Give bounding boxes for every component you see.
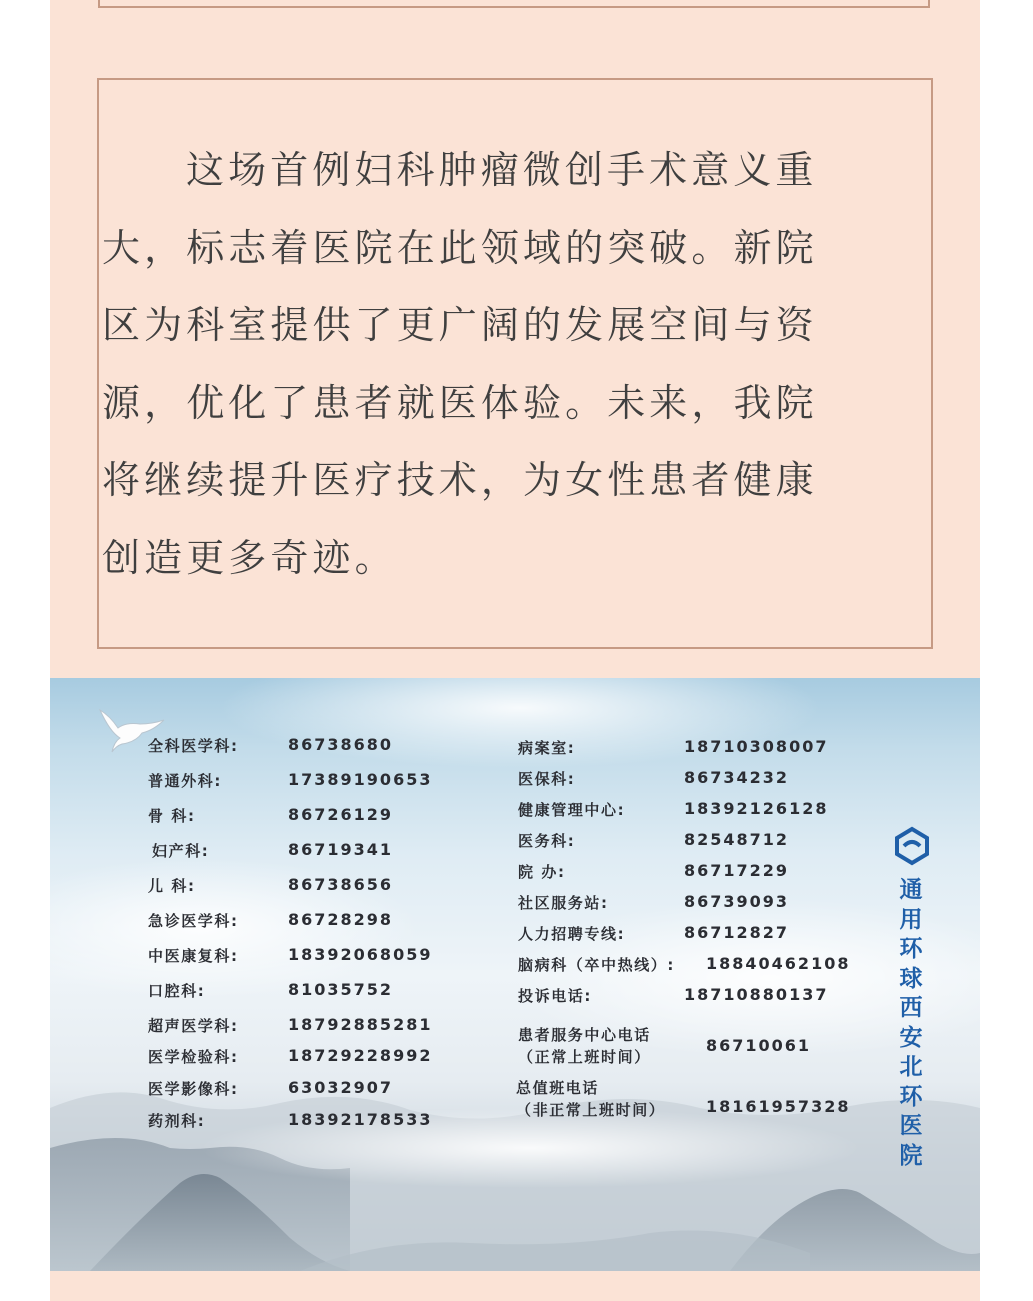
duty-phone-label	[516, 1077, 665, 1121]
hospital-logo-icon	[892, 826, 932, 866]
phone-number: 86738680	[288, 735, 394, 754]
department-name: 投诉电话:	[518, 987, 592, 1005]
department-name: 医学检验科:	[148, 1048, 239, 1066]
hospital-name-vertical: 通用环球西安北环医院	[899, 877, 923, 1169]
phone-number: 17389190653	[288, 770, 433, 789]
phone-number: 18392068059	[288, 945, 433, 964]
department-name: 人力招聘专线:	[518, 925, 626, 943]
service-center-hours: （正常上班时间）	[518, 1048, 651, 1066]
service-center-label	[518, 1024, 651, 1068]
phone-number: 18710308007	[684, 737, 829, 756]
department-name: 医务科:	[518, 832, 576, 850]
phone-number: 18161957328	[706, 1097, 851, 1116]
contact-directory-card	[50, 678, 980, 1271]
department-name: 超声医学科:	[148, 1017, 239, 1035]
department-name: 病案室:	[518, 739, 576, 757]
department-name: 全科医学科:	[148, 737, 239, 755]
phone-number: 63032907	[288, 1078, 394, 1097]
department-name: 中医康复科:	[148, 947, 239, 965]
article-paragraph: 这场首例妇科肿瘤微创手术意义重大，标志着医院在此领域的突破。新院区为科室提供了更广阔的发展空间与资源，优化了患者就医体验。未来，我院将继续提升医疗技术，为女性患者健康创造更多奇迹。	[102, 148, 818, 580]
service-center-title: 患者服务中心电话	[518, 1026, 651, 1044]
phone-number: 18792885281	[288, 1015, 433, 1034]
phone-number: 18392126128	[684, 799, 829, 818]
department-name: 医保科:	[518, 770, 576, 788]
phone-number: 86712827	[684, 923, 790, 942]
department-name: 医学影像科:	[148, 1080, 239, 1098]
department-name: 口腔科:	[148, 982, 206, 1000]
department-name: 院 办:	[518, 863, 566, 881]
phone-number: 18729228992	[288, 1046, 433, 1065]
department-name: 急诊医学科:	[148, 912, 239, 930]
department-name: 社区服务站:	[518, 894, 609, 912]
phone-number: 86738656	[288, 875, 394, 894]
department-name: 骨 科:	[148, 807, 196, 825]
department-name: 药剂科:	[148, 1112, 206, 1130]
phone-number: 81035752	[288, 980, 394, 999]
department-name: 普通外科:	[148, 772, 222, 790]
duty-phone-hours: （非正常上班时间）	[516, 1101, 666, 1119]
phone-number: 86717229	[684, 861, 790, 880]
phone-number: 18840462108	[706, 954, 851, 973]
phone-number: 86719341	[288, 840, 394, 859]
duty-phone-title: 总值班电话	[516, 1079, 600, 1097]
phone-number: 86734232	[684, 768, 790, 787]
department-name: 妇产科:	[152, 842, 210, 860]
phone-number: 86728298	[288, 910, 394, 929]
phone-number: 86726129	[288, 805, 394, 824]
previous-frame-edge	[98, 0, 930, 8]
phone-number: 18710880137	[684, 985, 829, 1004]
phone-number: 86710061	[706, 1036, 812, 1055]
mountain-scenery	[50, 678, 980, 1271]
phone-number: 82548712	[684, 830, 790, 849]
department-name: 儿 科:	[148, 877, 196, 895]
department-name: 脑病科（卒中热线）:	[518, 956, 675, 974]
phone-number: 86739093	[684, 892, 790, 911]
bottom-strip	[50, 1271, 980, 1301]
department-name: 健康管理中心:	[518, 801, 626, 819]
phone-number: 18392178533	[288, 1110, 433, 1129]
